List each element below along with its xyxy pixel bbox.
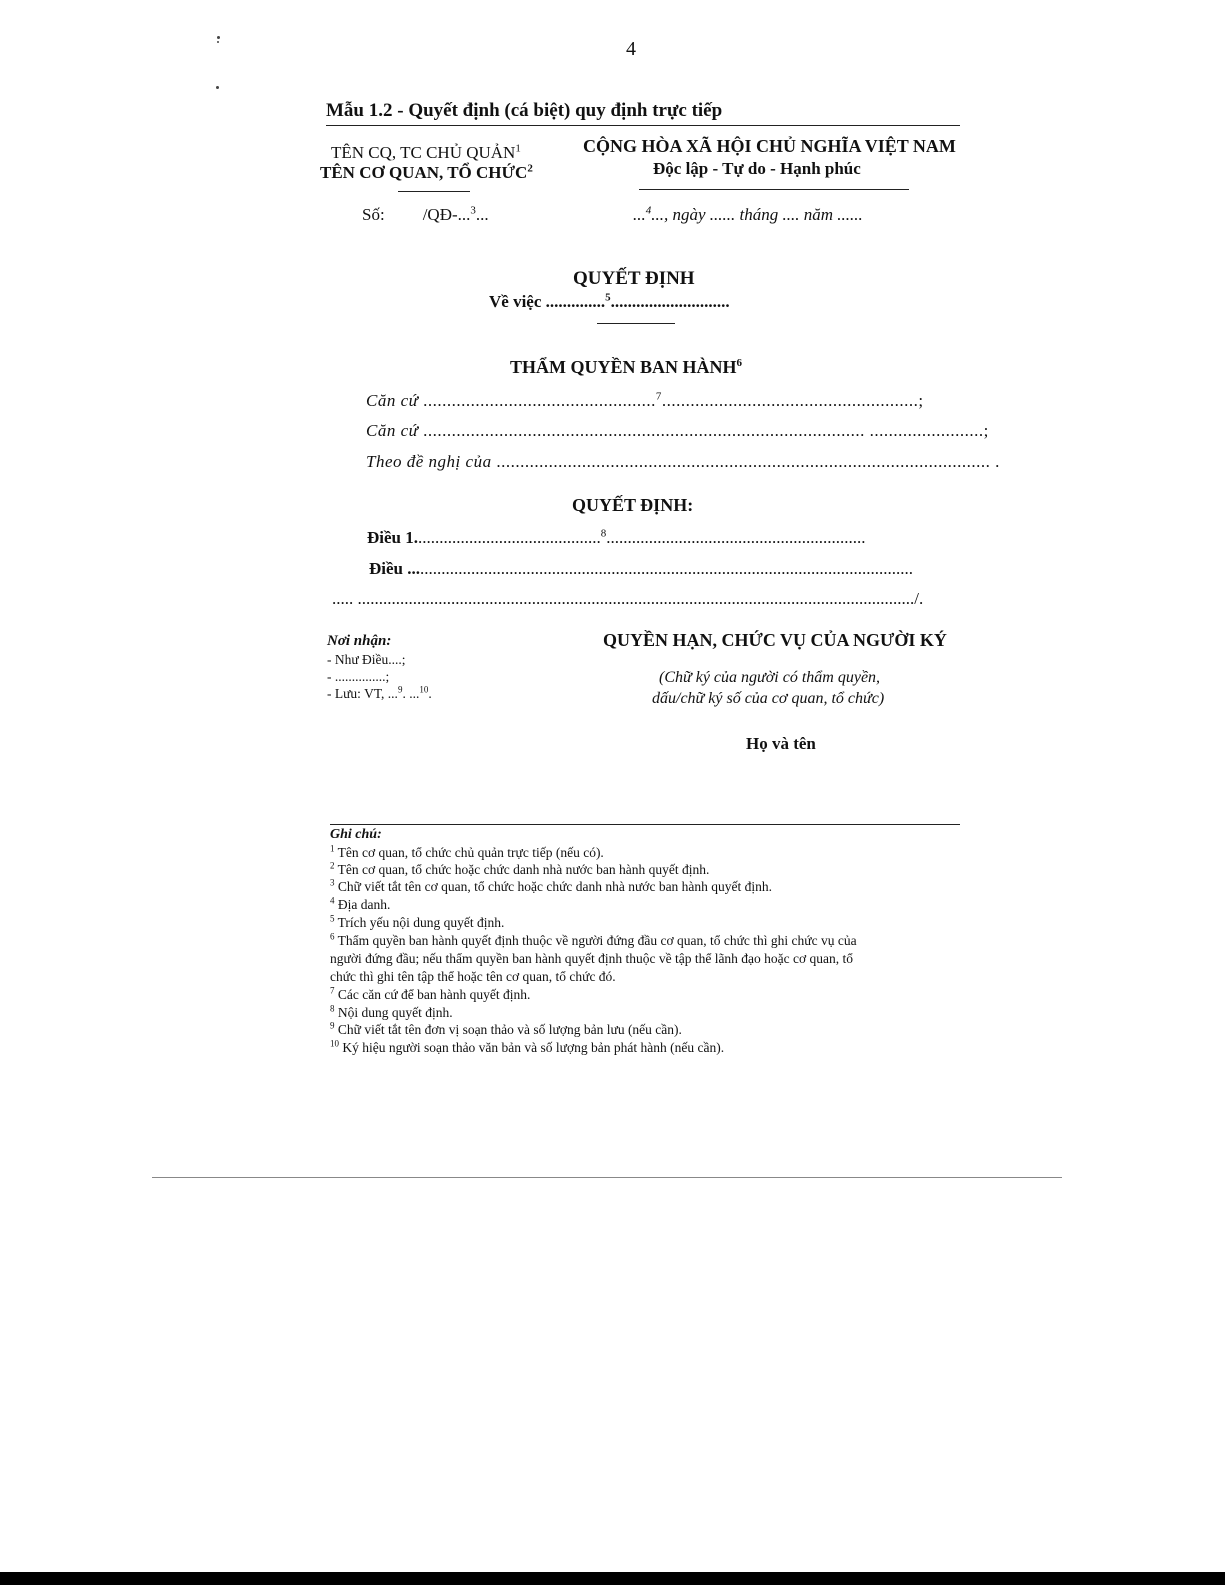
article-dots: ....................................................................................................................	[420, 559, 913, 578]
basis-dots: ......................................................;	[661, 391, 924, 410]
footnote-ref: 6	[736, 357, 743, 369]
proposal-label: Theo đề nghị của	[366, 452, 492, 471]
date-text: ..., ngày ...... tháng .... năm ......	[651, 205, 863, 224]
scan-bottom-edge	[0, 1572, 1225, 1585]
archive-text: - Lưu: VT, ...	[327, 686, 398, 701]
signature-note-1: (Chữ ký của người có thẩm quyền,	[659, 669, 881, 686]
page-number: 4	[626, 38, 636, 60]
basis-dots: .................................................	[423, 391, 656, 410]
archive-text: . ...	[402, 686, 420, 701]
agency-underline	[398, 191, 470, 192]
national-motto: Độc lập - Tự do - Hạnh phúc	[653, 159, 861, 178]
so-code: /QĐ-...	[422, 205, 471, 224]
parent-agency-name	[331, 143, 521, 163]
signer-name: Họ và tên	[746, 734, 816, 753]
basis-dots: ............................................................................................. ........................;	[423, 421, 989, 440]
proposal-line	[366, 452, 1000, 472]
note-item-continued: người đứng đầu; nếu thẩm quyền ban hành quyết định thuộc về tập thể lãnh đạo hoặc cơ quan, tổ	[330, 951, 854, 966]
national-title: CỘNG HÒA XÃ HỘI CHỦ NGHĨA VIỆT NAM	[583, 136, 956, 156]
recipient-line: - ...............;	[327, 669, 390, 684]
footnote-ref: 1	[515, 142, 521, 155]
signer-position: QUYỀN HẠN, CHỨC VỤ CỦA NGƯỜI KÝ	[603, 630, 947, 650]
note-item: $^9$ Chữ viết tắt tên đơn vị soạn thảo và số lượng bản lưu (nếu cần).	[330, 1020, 682, 1037]
recipient-archive	[327, 686, 432, 702]
footnote-ref: 8	[600, 527, 607, 540]
so-end: ...	[475, 205, 489, 224]
footnote-ref: 9	[397, 684, 403, 695]
notes-rule	[330, 824, 960, 825]
basis-label: Căn cứ	[366, 421, 419, 440]
recipients-title: Nơi nhận:	[327, 633, 392, 649]
parent-agency-text: TÊN CQ, TC CHỦ QUẢN	[331, 143, 516, 162]
archive-text: .	[428, 686, 432, 701]
notes-title: Ghi chú:	[330, 827, 382, 842]
title-rule	[326, 125, 960, 126]
article-dots: ...........................................	[418, 528, 601, 547]
scan-speck	[217, 36, 220, 39]
page-break-rule	[152, 1177, 1062, 1178]
authority-title	[510, 357, 742, 378]
authority-title-text: THẨM QUYỀN BAN HÀNH	[510, 357, 737, 377]
form-title: Mẫu 1.2 - Quyết định (cá biệt) quy định trực tiếp	[326, 100, 723, 121]
decision-subject	[489, 292, 730, 312]
footnote-ref: 10	[419, 684, 429, 695]
note-item: $^5$ Trích yếu nội dung quyết định.	[330, 913, 505, 930]
decision-title: QUYẾT ĐỊNH	[573, 268, 695, 289]
basis-line-1	[366, 391, 924, 411]
article-1-label: Điều 1.	[367, 528, 418, 547]
footnote-ref: 4	[645, 204, 652, 217]
footnote-ref: 2	[527, 162, 533, 175]
agency-name	[320, 163, 533, 183]
so-label: Số:	[362, 205, 385, 224]
scan-speck	[216, 86, 219, 89]
motto-underline	[639, 189, 909, 190]
note-item: $^4$ Địa danh.	[330, 895, 391, 912]
footnote-ref: 5	[605, 291, 611, 304]
subject-underline	[597, 323, 675, 324]
place-dots: ...	[633, 205, 646, 224]
body-end-line: ..... .................................................................................................................................../.	[332, 589, 924, 608]
proposal-dots: ........................................................................................................ .	[496, 452, 1000, 471]
article-dots: .............................................................	[606, 528, 866, 547]
basis-label: Căn cứ	[366, 391, 419, 410]
note-item: $^3$ Chữ viết tắt tên cơ quan, tổ chức hoặc chức danh nhà nước ban hành quyết định.	[330, 877, 773, 894]
note-item: $^7$ Các căn cứ để ban hành quyết định.	[330, 985, 531, 1002]
basis-line-2	[366, 421, 989, 441]
article-n	[369, 559, 913, 579]
footnote-ref: 3	[470, 204, 476, 217]
article-1	[367, 528, 866, 548]
recipient-line: - Như Điều....;	[327, 652, 406, 667]
note-item: $^8$ Nội dung quyết định.	[330, 1003, 453, 1020]
about-label: Về việc	[489, 292, 542, 311]
note-item-continued: chức thì ghi tên tập thể hoặc tên cơ quan, tổ chức đó.	[330, 969, 616, 984]
footnote-ref: 7	[655, 390, 662, 403]
note-item: $^{10}$ Ký hiệu người soạn thảo văn bản và số lượng bản phát hành (nếu cần).	[330, 1038, 725, 1055]
note-item: $^1$ Tên cơ quan, tổ chức chủ quản trực tiếp (nếu có).	[330, 843, 604, 860]
note-item: $^2$ Tên cơ quan, tổ chức hoặc chức danh nhà nước ban hành quyết định.	[330, 860, 710, 877]
article-n-label: Điều ...	[369, 559, 420, 578]
place-date	[633, 205, 863, 225]
signature-note-2: dấu/chữ ký số của cơ quan, tổ chức)	[652, 690, 885, 707]
about-dots: ............................	[610, 292, 730, 311]
agency-name-text: TÊN CƠ QUAN, TỔ CHỨC	[320, 163, 528, 182]
document-number	[362, 205, 489, 225]
note-item: $^6$ Thẩm quyền ban hành quyết định thuộc về người đứng đầu cơ quan, tổ chức thì ghi chức vụ của	[330, 931, 857, 948]
about-dots: ..............	[545, 292, 606, 311]
body-title: QUYẾT ĐỊNH:	[572, 495, 694, 515]
scan-speck	[217, 41, 219, 43]
